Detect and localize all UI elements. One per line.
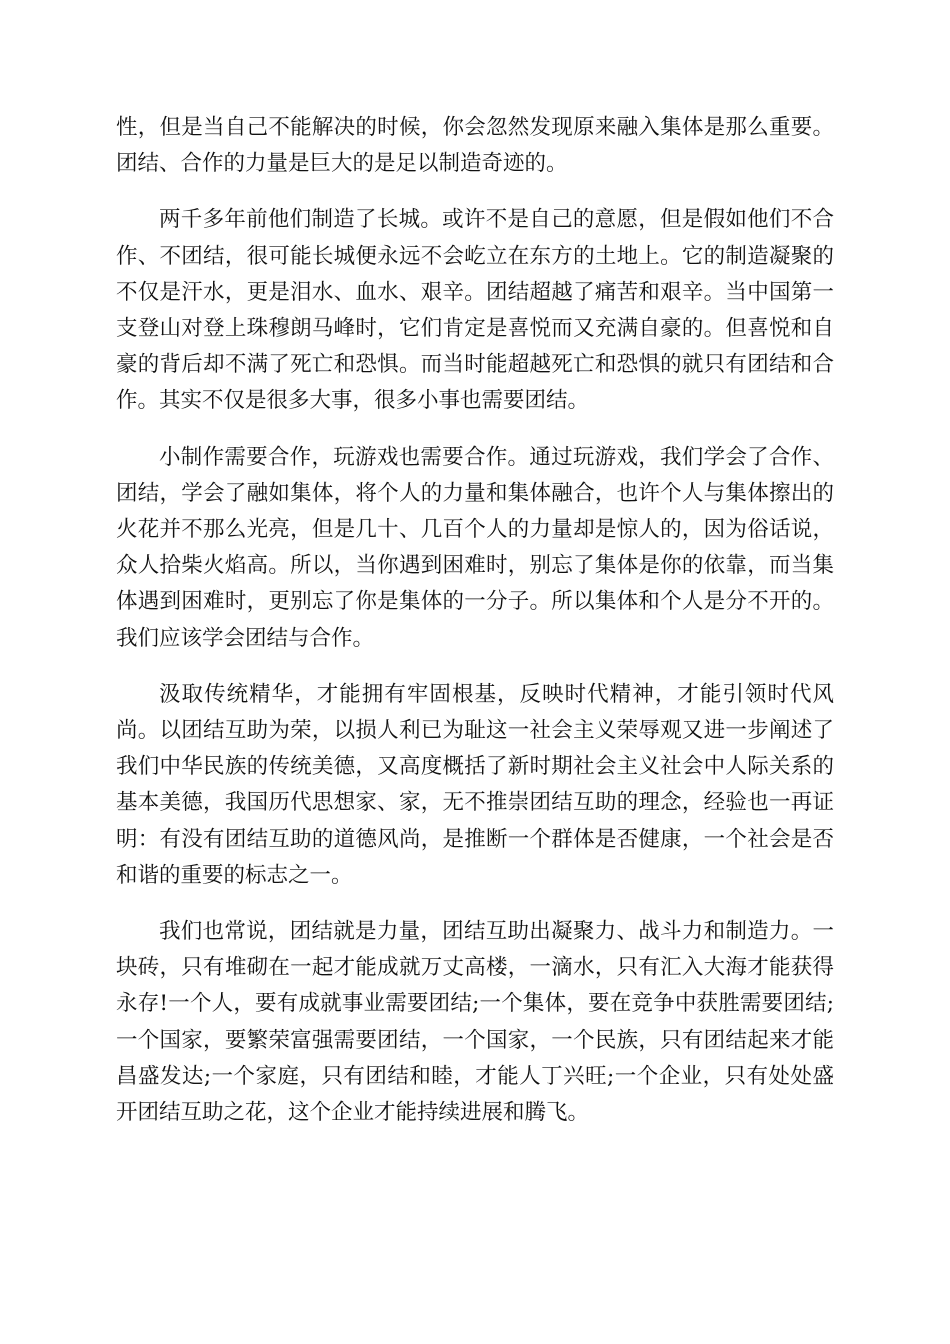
- document-body: [116, 110, 834, 1151]
- paragraph-2: 两千多年前他们制造了长城。或许不是自己的意愿，但是假如他们不合作、不团结，很可能长城便永远不会屹立在东方的土地上。它的制造凝聚的不仅是汗水，更是泪水、血水、艰辛。团结超越了痛苦和艰辛。当中国第一支登山对登上珠穆朗马峰时，它们肯定是喜悦而又充满自豪的。但喜悦和自豪的背后却不满了死亡和恐惧。而当时能超越死亡和恐惧的就只有团结和合作。其实不仅是很多大事，很多小事也需要团结。: [116, 207, 834, 414]
- paragraph-4: 汲取传统精华，才能拥有牢固根基，反映时代精神，才能引领时代风尚。以团结互助为荣，以损人利已为耻这一社会主义荣辱观又进一步阐述了我们中华民族的传统美德，又高度概括了新时期社会主义社会中人际关系的基本美德，我国历代思想家、家，无不推崇团结互助的理念，经验也一再证明：有没有团结互助的道德风尚，是推断一个群体是否健康，一个社会是否和谐的重要的标志之一。: [116, 681, 834, 888]
- paragraph-5: 我们也常说，团结就是力量，团结互助出凝聚力、战斗力和制造力。一块砖，只有堆砌在一起才能成就万丈高楼，一滴水，只有汇入大海才能获得永存!一个人，要有成就事业需要团结;一个集体，要在竞争中获胜需要团结;一个国家，要繁荣富强需要团结，一个国家，一个民族，只有团结起来才能昌盛发达;一个家庭，只有团结和睦，才能人丁兴旺;一个企业，只有处处盛开团结互助之花，这个企业才能持续进展和腾飞。: [116, 919, 834, 1126]
- paragraph-3: 小制作需要合作，玩游戏也需要合作。通过玩游戏，我们学会了合作、团结，学会了融如集体，将个人的力量和集体融合，也许个人与集体擦出的火花并不那么光亮，但是几十、几百个人的力量却是惊人的，因为俗话说，众人拾柴火焰高。所以，当你遇到困难时，别忘了集体是你的依靠，而当集体遇到困难时，更别忘了你是集体的一分子。所以集体和个人是分不开的。我们应该学会团结与合作。: [116, 444, 834, 651]
- paragraph-1: 性，但是当自己不能解决的时候，你会忽然发现原来融入集体是那么重要。团结、合作的力量是巨大的是足以制造奇迹的。: [116, 115, 834, 177]
